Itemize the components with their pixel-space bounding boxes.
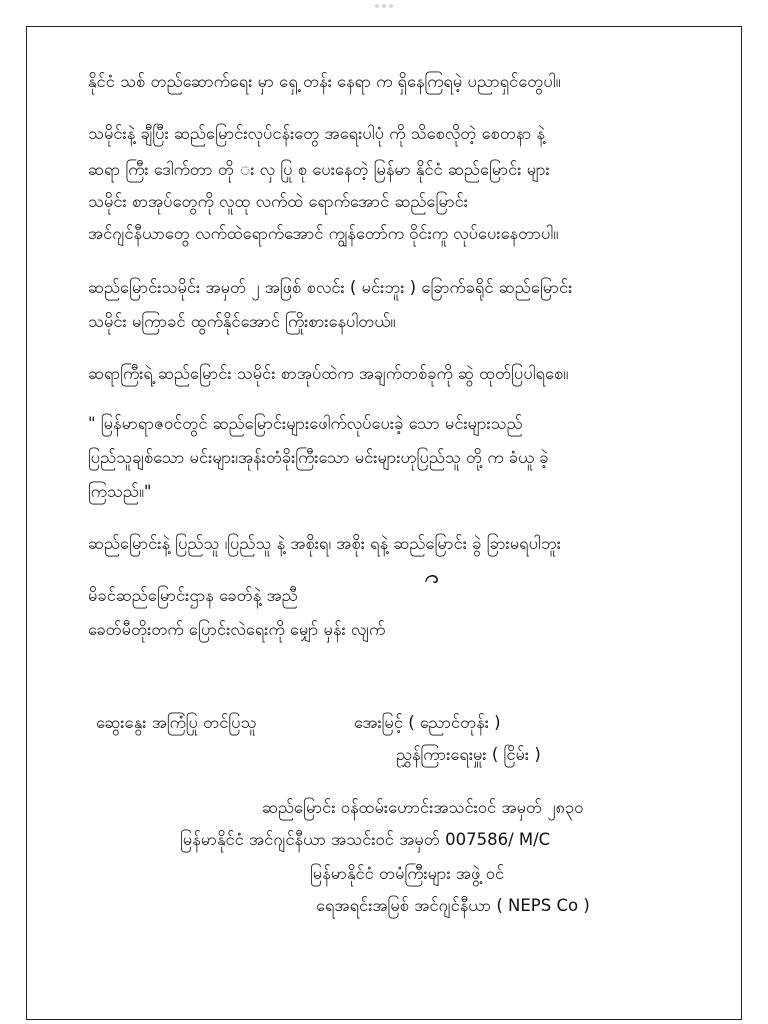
paragraph-3-line-2: သမိုင်း မကြာခင် ထွက်နိုင်အောင် ကြိုးစားနေပါတယ်။: [88, 312, 396, 331]
paragraph-6-line-1: ဆည်မြောင်းနဲ့ ပြည်သူ ၊ပြည်သူ နဲ့ အစိုးရ၊ အစိုး ရနဲ့ ဆည်မြောင်း ခွဲ ခြားမရပါဘူး: [88, 534, 561, 553]
paragraph-1-line-1: နိုင်ငံ သစ် တည်ဆောက်ရေး မှာ ရှေ့ တန်း နေရာ က ရှိနေကြရမဲ့ ပညာရှင်တွေပါ။: [88, 72, 561, 91]
paragraph-2-line-4: အင်ဂျင်နီယာတွေ လက်ထဲရောက်အောင် ကျွန်တော်က ဝိုင်းကူ လုပ်ပေးနေတာပါ။: [88, 224, 559, 243]
more-dots-icon[interactable]: [373, 4, 395, 9]
credential-4: ရေအရင်းအမြစ် အင်ဂျင်နီယာ ( NEPS Co ): [316, 896, 590, 915]
credential-3: မြန်မာနိုင်ငံ တမံကြီးများ အဖွဲ့ ဝင်: [310, 864, 505, 883]
paragraph-7-line-1: မိခင်ဆည်မြောင်းဌာန ခေတ်နဲ့ အညီ: [88, 586, 298, 605]
paragraph-4-line-1: ဆရာကြီးရဲ့ ဆည်မြောင်း သမိုင်း စာအုပ်ထဲက အချက်တစ်ခုကို ဆွဲ ထုတ်ပြပါရစေ။: [88, 364, 569, 383]
dot: [375, 4, 379, 8]
credential-1: ဆည်မြောင်း ဝန်ထမ်းဟောင်းအသင်းဝင် အမှတ် ၂၈၃၀: [262, 798, 584, 817]
paragraph-5-line-3: ကြသည်။": [88, 482, 152, 501]
paragraph-7-line-2: ခေတ်မီတိုးတက် ပြောင်းလဲရေးကို မျှော် မှန်း လျက်: [88, 620, 386, 639]
dot: [389, 4, 393, 8]
signature-position: ညွှန်ကြားရေးမှူး ( ငြိမ်း ): [396, 745, 541, 764]
signature-name: အေးမြင့် ( ညောင်တုန်း ): [354, 713, 501, 732]
paragraph-5-line-1: " မြန်မာရာဇဝင်တွင် ဆည်မြောင်းများဖေါက်လုပ်ပေးခဲ့ သော မင်းများသည်: [88, 414, 523, 433]
paragraph-2-line-1: သမိုင်းနဲ့ ချီပြီး ဆည်မြောင်းလုပ်ငန်းတွေ အရေးပါပုံ ကို သိစေလိုတဲ့ စေတနာ နဲ့: [88, 124, 546, 143]
paragraph-2-line-2: ဆရာ ကြီး ဒေါက်တာ တို း လှ ပြု စု ပေးနေတဲ့ မြန်မာ နိုင်ငံ ဆည်မြောင်း များ: [88, 160, 550, 179]
dot: [382, 4, 386, 8]
paragraph-3-line-1: ဆည်မြောင်းသမိုင်း အမှတ် ၂ အဖြစ် စလင်း ( မင်းဘူး ) ခြောက်ခရိုင် ဆည်မြောင်း: [88, 278, 573, 297]
credential-2: မြန်မာနိုင်ငံ အင်ဂျင်နီယာ အသင်းဝင် အမှတ် 007586/ M/C: [180, 830, 551, 849]
paragraph-2-line-3: သမိုင်း စာအုပ်တွေကို လူထု လက်ထဲ ရောက်အောင် ဆည်မြောင်း: [88, 192, 468, 211]
signature-role: ဆွေးနွေး အကြံပြု တင်ပြသူ: [96, 713, 257, 732]
paragraph-5-line-2: ပြည်သူချစ်သော မင်းများ၊အုန်းတံခိုးကြီးသော မင်းများဟုပြည်သူ တို့ က ခံယူ ခဲ့: [88, 448, 549, 467]
handwritten-mark-icon: [424, 572, 440, 586]
